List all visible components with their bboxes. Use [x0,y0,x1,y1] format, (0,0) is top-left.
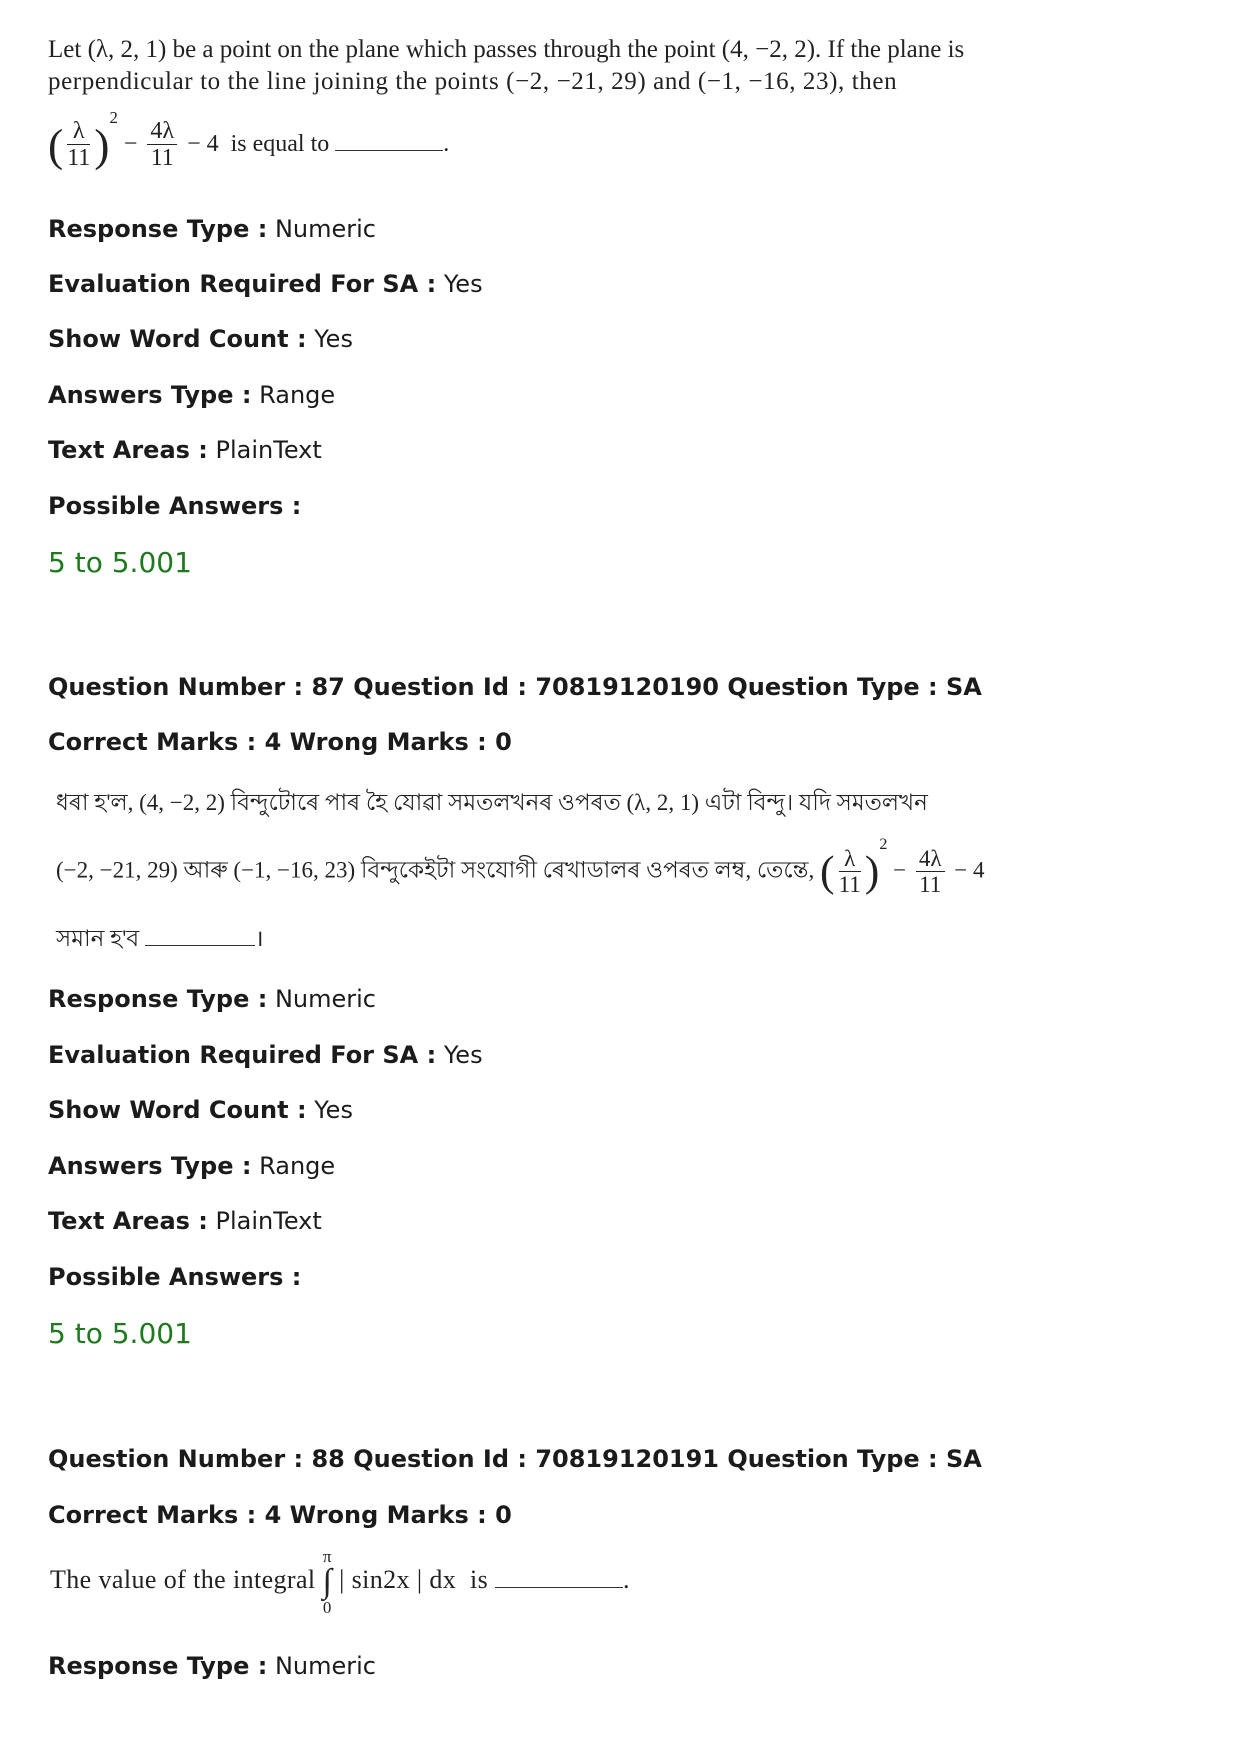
left-paren: ( [48,119,64,171]
q87-question-line-3: সমান হ'ব । [56,926,264,951]
q86-expression [48,108,450,173]
left-paren: ( [820,847,835,896]
q88-response-type: Response Type : Numeric [48,1652,376,1680]
equal-to-text: is equal to [230,131,330,158]
q87-possible-answer: 5 to 5.001 [48,1317,192,1350]
danda: । [254,926,264,951]
q87-answers-type: Answers Type : Range [48,1152,336,1180]
q86-text-areas: Text Areas : PlainText [48,436,322,464]
q87-text-areas: Text Areas : PlainText [48,1207,322,1235]
fraction-4lambda-over-11: $\frac{4\lambda}{11}$ [916,846,945,899]
integral-sign: π ∫ 0 [322,1547,333,1617]
period: . [623,1564,630,1594]
right-paren: ) [864,847,880,896]
exponent: 2 [879,836,888,853]
fraction-4lambda-over-11: $\frac{4\lambda}{11}$ [147,118,177,173]
q86-question-line-1: Let (λ, 2, 1) be a point on the plane which passes through the point (4, −2, 2). If the plane is [48,36,965,63]
q86-question-line-2: perpendicular to the line joining the points (−2, −21, 29) and (−1, −16, 23), then [48,68,898,95]
right-paren: ) [94,119,110,171]
q87-evaluation-required: Evaluation Required For SA : Yes [48,1041,483,1069]
minus-four: − 4 [187,131,219,158]
q87-marks: Correct Marks : 4 Wrong Marks : 0 [48,728,512,756]
q87-question-line-2: (−2, −21, 29) আৰু (−1, −16, 23) বিন্দুকেইটা সংযোগী ৰেখাডালৰ ওপৰত লম্ব, তেন্তে, ( $\frac{\lambda}{11}$ )$^2$ − $\frac{4\lambda}{11}$ − 4 [56,836,985,898]
q87-header: Question Number : 87 Question Id : 70819120190 Question Type : SA [48,673,982,701]
answer-blank [495,1587,623,1588]
fraction-lambda-over-11: $\frac{\lambda}{11}$ [67,118,91,172]
q86-possible-answer: 5 to 5.001 [48,546,192,579]
answer-blank [335,150,443,151]
integrand: | sin2x | dx [339,1564,457,1594]
q88-question: The value of the integral π ∫ 0 | sin2x | dx is . [50,1547,630,1617]
minus-sign: − [893,857,907,883]
answer-blank [145,945,255,946]
q86-answers-type: Answers Type : Range [48,381,336,409]
q88-header: Question Number : 88 Question Id : 70819120191 Question Type : SA [48,1445,982,1473]
q86-evaluation-required: Evaluation Required For SA : Yes [48,270,483,298]
q87-possible-answers-label: Possible Answers : [48,1263,302,1291]
q86-response-type: Response Type : Numeric [48,215,376,243]
exponent: 2 [109,108,118,127]
minus-four: − 4 [954,857,985,883]
q87-question-line-1: ধৰা হ'ল, (4, −2, 2) বিন্দুটোৰে পাৰ হৈ যোৱা সমতলখনৰ ওপৰত (λ, 2, 1) এটা বিন্দু। যদি সমতলখন [56,790,928,815]
q87-response-type: Response Type : Numeric [48,985,376,1013]
fraction-lambda-over-11: $\frac{\lambda}{11}$ [838,846,861,898]
q86-possible-answers-label: Possible Answers : [48,492,302,520]
minus-sign: − [123,131,138,158]
q86-show-word-count: Show Word Count : Yes [48,325,353,353]
q88-marks: Correct Marks : 4 Wrong Marks : 0 [48,1501,512,1529]
period: . [443,131,450,158]
q87-show-word-count: Show Word Count : Yes [48,1096,353,1124]
